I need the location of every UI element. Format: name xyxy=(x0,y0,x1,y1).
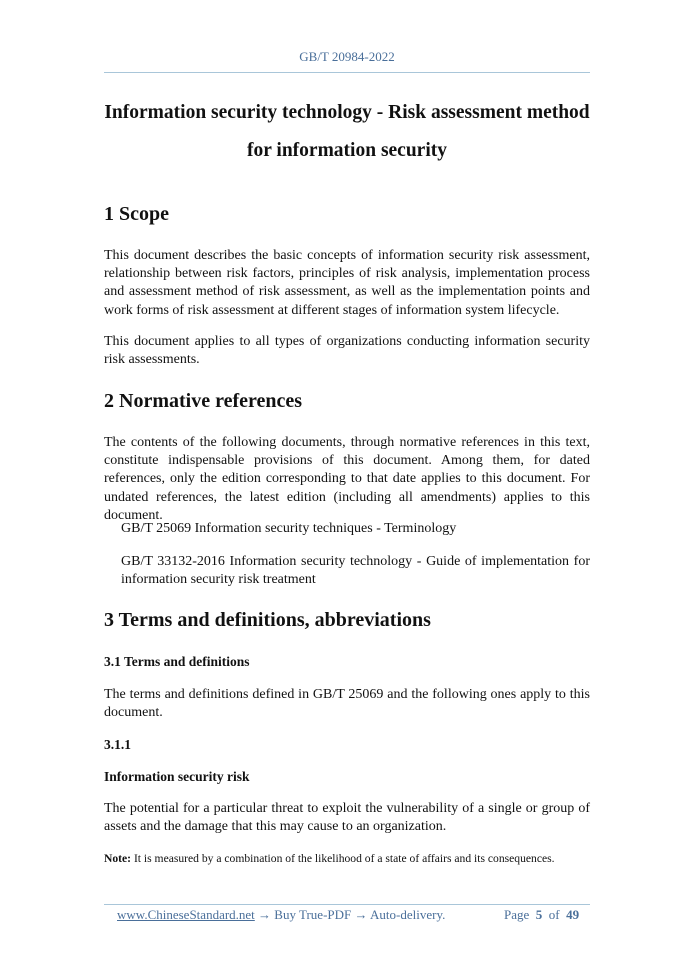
total-pages: 49 xyxy=(566,907,580,922)
term-definition: The potential for a particular threat to exploit the vulnerability of a single or group of assets and the damage that this may cause to an organization. xyxy=(104,801,590,835)
scope-paragraph-1: This document describes the basic concepts of information security risk assessment, relationship between risk factors, principles of risk analysis, implementation process and assessment method of risk assessment, as well as the implementation points and work forms of risk assessment at different stages of information system lifecycle. xyxy=(104,248,590,318)
normative-reference-2: GB/T 33132-2016 Information security technology - Guide of implementation for information security risk treatment xyxy=(121,554,590,588)
page-indicator xyxy=(504,907,579,923)
document-title-line2: for information security xyxy=(246,140,448,161)
subsection-heading-terms-definitions: 3.1 Terms and definitions xyxy=(104,654,250,669)
terms-paragraph: The terms and definitions defined in GB/T 25069 and the following ones apply to this document. xyxy=(104,687,590,721)
term-name: Information security risk xyxy=(104,769,250,784)
document-title-line1: Information security technology - Risk assessment method xyxy=(104,102,590,123)
current-page: 5 xyxy=(535,907,543,922)
footer-promo xyxy=(117,907,445,923)
normative-paragraph: The contents of the following documents, through normative references in this text, constitute indispensable provisions of this document. Among them, for dated references, only the edition corresponding to that date applies to this document. For undated references, the latest edition (including all amendments) applies to this document. xyxy=(104,435,590,523)
section-heading-scope: 1 Scope xyxy=(104,203,169,225)
scope-paragraph-2: This document applies to all types of organizations conducting information security risk assessments. xyxy=(104,334,590,368)
header-divider xyxy=(104,72,590,73)
of-label: of xyxy=(548,907,560,922)
term-note xyxy=(104,852,590,865)
footer-divider xyxy=(104,904,590,905)
section-heading-normative-references: 2 Normative references xyxy=(104,390,303,412)
normative-reference-1: GB/T 25069 Information security techniques - Terminology xyxy=(121,521,457,536)
chinesestandard-link[interactable]: www.ChineseStandard.net xyxy=(117,907,255,922)
footer-tail-text: → Buy True-PDF → Auto-delivery. xyxy=(254,907,446,922)
note-text: It is measured by a combination of the likelihood of a state of affairs and its consequences. xyxy=(131,852,555,865)
running-header: GB/T 20984-2022 xyxy=(299,49,395,64)
section-heading-terms: 3 Terms and definitions, abbreviations xyxy=(104,609,431,631)
page-label: Page xyxy=(504,907,530,922)
note-label: Note: xyxy=(104,852,132,865)
term-number: 3.1.1 xyxy=(104,737,131,752)
